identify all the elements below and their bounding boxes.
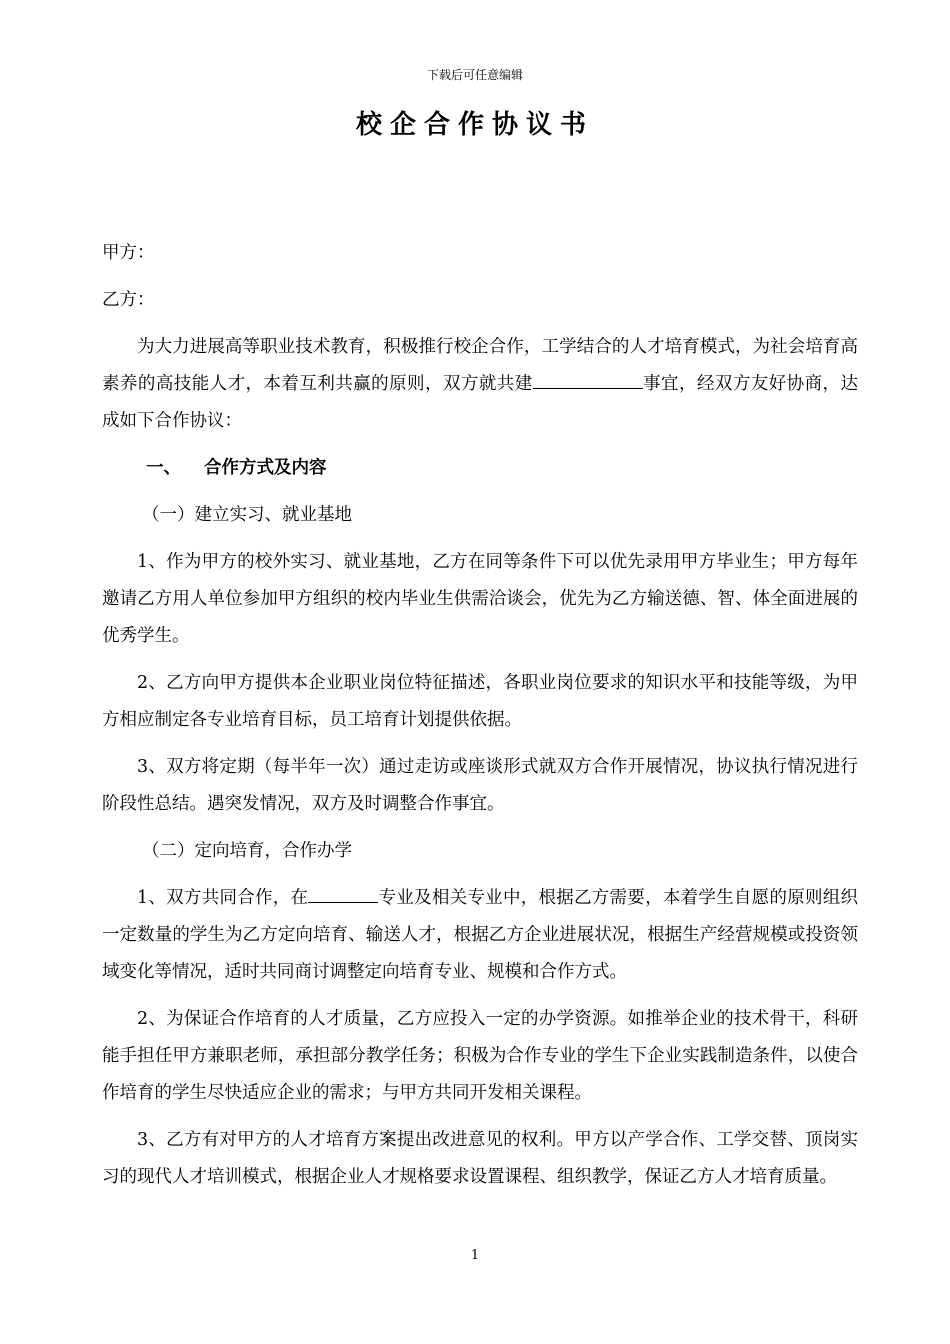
intro-paragraph: [102, 329, 858, 440]
clause-paragraph: 3、双方将定期（每半年一次）通过走访或座谈形式就双方合作开展情况，协议执行情况进行阶段性总结。遇突发情况，双方及时调整合作事宜。: [102, 757, 858, 814]
clause-paragraph: 1、作为甲方的校外实习、就业基地，乙方在同等条件下可以优先录用甲方毕业生；甲方每年邀请乙方用人单位参加甲方组织的校内毕业生供需洽谈会，优先为乙方输送德、智、体全面进展的优秀学生。: [102, 552, 858, 646]
intro-blank-field[interactable]: [533, 366, 643, 389]
header-note: 下载后可任意编辑: [426, 68, 523, 82]
intro-text-2: 事宜，经双方友好协商，达成如下合作协议：: [102, 374, 859, 431]
section-number: 一、: [146, 458, 181, 478]
clause-paragraph: 3、乙方有对甲方的人才培育方案提出改进意见的权利。甲方以产学合作、工学交替、顶岗实习的现代人才培训模式，根据企业人才规格要求设置课程、组织教学，保证乙方人才培育质量。: [102, 1130, 858, 1187]
clause-paragraph: 2、乙方向甲方提供本企业职业岗位特征描述，各职业岗位要求的知识水平和技能等级，为甲方相应制定各专业培育目标，员工培育计划提供依据。: [102, 673, 858, 730]
party-b-label: 乙方：: [102, 290, 155, 310]
clause-paragraph: 2、为保证合作培育的人才质量，乙方应投入一定的办学资源。如推举企业的技术骨干，科研能手担任甲方兼职老师，承担部分教学任务；积极为合作专业的学生下企业实践制造条件，以使合作培育的学生尽快适应企业的需求；与甲方共同开发相关课程。: [102, 1009, 858, 1103]
intro-text-1: 为大力进展高等职业技术教育，积极推行校企合作，工学结合的人才培育模式，为社会培育高素养的高技能人才，本着互利共赢的原则，双方就共建: [102, 337, 858, 394]
section-title: 合作方式及内容: [204, 458, 327, 478]
subsection-heading: （一）建立实习、就业基地: [142, 505, 352, 525]
document-title: 校企合作协议书: [355, 110, 594, 140]
subsection-heading: （二）定向培育，合作办学: [142, 841, 352, 861]
section-heading: [102, 450, 858, 487]
clause-text-2: 专业及相关专业中，根据乙方需要，本着学生自愿的原则组织一定数量的学生为乙方定向培育、输送人才，根据乙方企业进展状况，根据生产经营规模或投资领域变化等情况，适时共同商讨调整定向培育专业、规模和合作方式。: [102, 888, 859, 982]
clause-paragraph: [102, 880, 858, 991]
page-number: 1: [470, 1248, 480, 1263]
major-blank-field[interactable]: [308, 880, 378, 903]
clause-text-1: 1、双方共同合作，在: [137, 888, 309, 908]
party-a-label: 甲方：: [102, 243, 155, 263]
document-body: [102, 235, 858, 1206]
